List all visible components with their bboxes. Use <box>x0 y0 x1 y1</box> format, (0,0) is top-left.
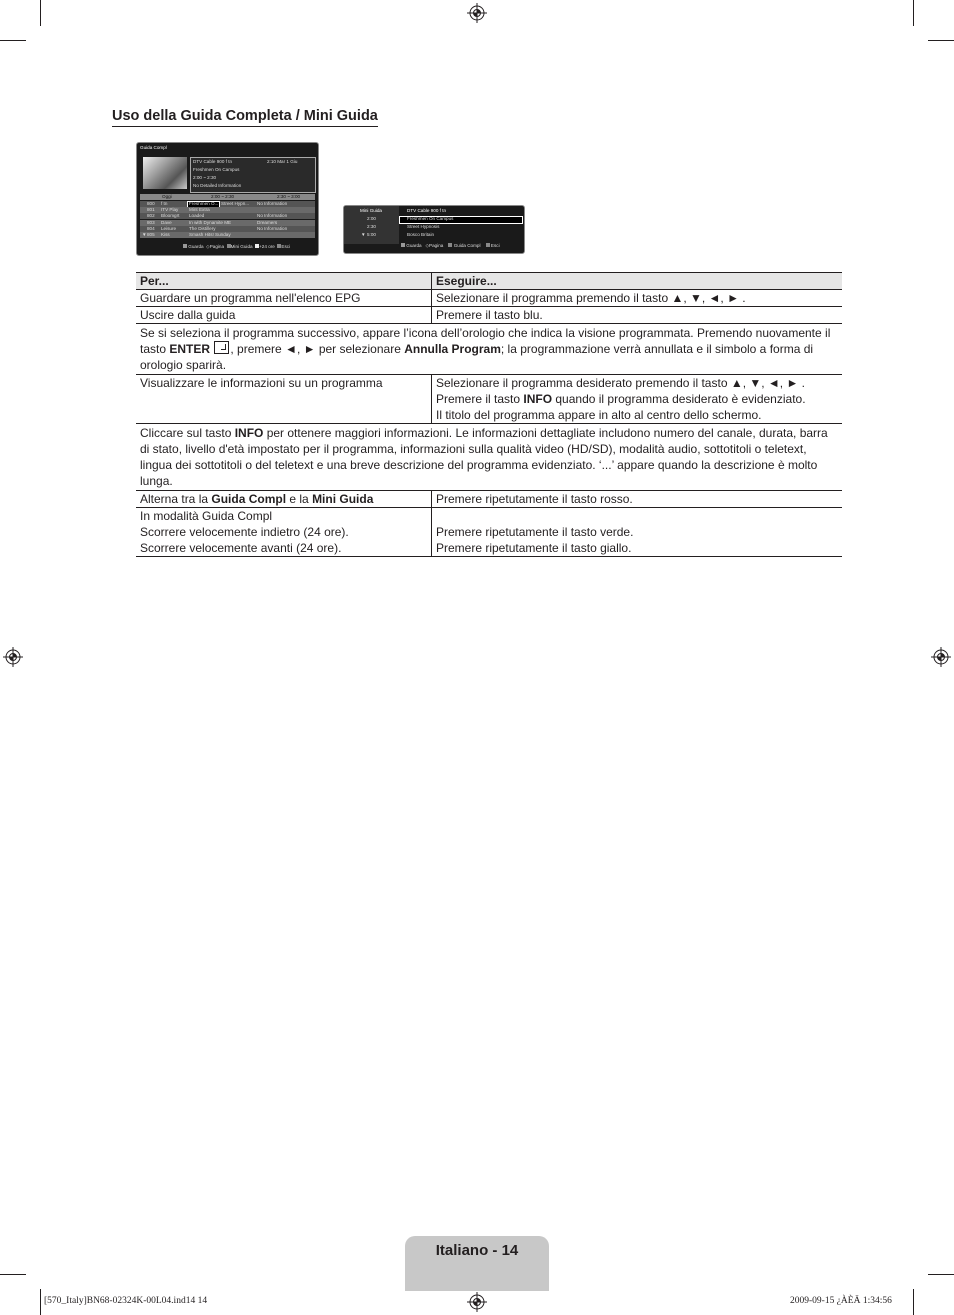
full-guide-screenshot <box>136 142 319 256</box>
enter-icon <box>214 341 229 354</box>
channel-name: Bloomgrt <box>161 213 180 219</box>
crop-mark <box>40 1289 41 1315</box>
page-label-tab <box>405 1236 549 1291</box>
crop-mark <box>0 1274 26 1275</box>
program-cell: Street Hypn... <box>221 201 250 206</box>
channel-number: 800 <box>147 201 155 206</box>
program-info: No Detailed Information <box>193 183 242 188</box>
table-row <box>136 508 842 557</box>
annulla-program-label: Annulla Program <box>404 342 501 356</box>
mini-guide-screenshot <box>343 205 525 254</box>
cell-eseguire <box>432 375 843 424</box>
exit-button-icon <box>486 243 490 247</box>
guida-compl-label: Guida Compl <box>211 492 287 506</box>
step-text: Premere ripetutamente il tasto giallo. <box>436 541 632 555</box>
program-cell: Smash Hits! Sunday <box>189 232 231 237</box>
cell-eseguire: Premere il tasto blu. <box>432 307 843 324</box>
cell-text: In modalità Guida Compl <box>140 509 273 523</box>
col-time-1: 2:00 ~ 2:30 <box>211 194 235 199</box>
cell-eseguire: Premere ripetutamente il tasto rosso. <box>432 491 843 508</box>
step-text: Premere ripetutamente il tasto verde. <box>436 525 634 539</box>
channel-number: 805 <box>147 232 155 237</box>
footer-timestamp: 2009-09-15 ¿ÀÈÄ 1:34:56 <box>790 1296 892 1306</box>
mini-down-arrow-icon: ▼ <box>361 232 366 237</box>
note-info <box>136 424 842 491</box>
preview-thumbnail <box>143 157 187 189</box>
table-row <box>136 290 842 307</box>
crop-mark <box>928 40 954 41</box>
program-title: Freshmen On Campus <box>193 167 240 172</box>
note-scheduled <box>136 324 842 375</box>
mini-program-0[interactable]: Freshmen On Campus <box>407 216 454 221</box>
channel-name: DTV Cable 900 f tn <box>193 159 233 164</box>
mini-footer-esci[interactable]: Esci <box>490 243 500 248</box>
footer-esci[interactable]: Esci <box>281 244 291 249</box>
mini-guide-title: Mini Guida <box>360 208 382 213</box>
info-label: INFO <box>234 426 264 440</box>
step-text: Il titolo del programma appare in alto al centro dello schermo. <box>436 408 762 422</box>
channel-number: 804 <box>147 225 155 231</box>
date-time: 2:10 Mar 1 Giu <box>267 159 298 164</box>
program-cell: In with Dynamite ME <box>189 219 232 225</box>
full-guide-footer <box>183 244 290 250</box>
crop-mark <box>928 1274 954 1275</box>
mini-program-2[interactable]: Bosco Britain <box>407 232 435 237</box>
enter-label: ENTER <box>169 342 211 356</box>
cell-per <box>136 491 432 508</box>
channel-name: Kiss <box>161 232 170 237</box>
cell-per: Uscire dalla guida <box>140 308 236 322</box>
cell-text: Scorrere velocemente avanti (24 ore). <box>140 541 342 555</box>
mini-program-1[interactable]: Street Hypnosis <box>407 224 440 229</box>
mini-time-1: 2:30 <box>367 224 376 229</box>
footer-pagina[interactable]: Pagina <box>209 244 225 249</box>
footer-guarda[interactable]: Guarda <box>188 244 204 249</box>
section-title: Uso della Guida Completa / Mini Guida <box>112 108 378 127</box>
channel-name: Dave <box>161 219 172 225</box>
cell-text: Scorrere velocemente indietro (24 ore). <box>140 525 349 539</box>
program-cell: Loaded <box>189 213 205 219</box>
table-note-row <box>136 424 842 491</box>
program-time: 2:00 ~ 2:30 <box>193 175 217 180</box>
instructions-table <box>136 272 842 557</box>
channel-number: 802 <box>147 213 155 219</box>
footer-mini-guida[interactable]: Mini Guida <box>230 244 253 249</box>
registration-mark-icon <box>931 647 951 667</box>
registration-mark-icon <box>467 3 487 23</box>
program-cell: No Information <box>257 213 288 219</box>
channel-name: ITV Play <box>161 207 179 213</box>
crop-mark <box>913 1289 914 1315</box>
header-per: Per... <box>136 273 432 290</box>
mini-footer-guida-compl[interactable]: Guida Compl <box>453 243 481 248</box>
col-today: Oggi <box>162 194 172 199</box>
program-cell: Freshmen O... <box>189 201 219 206</box>
program-cell: No Information <box>257 225 288 231</box>
full-guide-title: Guida Compl <box>140 145 167 150</box>
cell-per <box>136 508 432 557</box>
channel-name: f tn <box>161 201 168 206</box>
col-time-2: 2:30 ~ 3:00 <box>277 194 301 199</box>
crop-mark <box>40 0 41 26</box>
mini-time-2: 5:00 <box>367 232 376 237</box>
note-text: Cliccare sul tasto <box>140 426 235 440</box>
header-eseguire: Eseguire... <box>432 273 843 290</box>
table-note-row <box>136 324 842 375</box>
program-cell: No Information <box>257 201 288 206</box>
enter-icon <box>401 243 405 247</box>
cell-eseguire: Selezionare il programma premendo il tasto ▲, ▼, ◄, ► . <box>432 290 843 307</box>
channel-name: Leisure <box>161 225 177 231</box>
table-row <box>136 491 842 508</box>
cell-eseguire <box>432 508 843 557</box>
mini-footer-pagina[interactable]: Pagina <box>429 243 444 248</box>
mini-guida-label: Mini Guida <box>312 492 374 506</box>
program-cell: The Distillery <box>189 225 216 231</box>
note-text: per ottenere maggiori informazioni. Le informazioni dettagliate includono numero del canale, durata, barra di stato, livello d'età impostato per il programma, informazioni sulla qualità video (HD/SD), modalità audio, sottotitoli o teletext, lingua dei sottotitoli o del teletext e una breve descrizione del programma evidenziato. ‘...’ appare quando la descrizione è molto lunga. <box>140 426 828 488</box>
program-cell: Mint Extra <box>189 207 210 213</box>
note-text: Se si seleziona il programma successivo, appare l’icona dell’orologio che indica la visione programmata. Premendo nuovamente il tasto <box>140 326 831 356</box>
page-icon: ◇ <box>206 244 210 249</box>
crop-mark <box>913 0 914 26</box>
cell-per: Guardare un programma nell'elenco EPG <box>140 291 361 305</box>
mini-guide-channel: DTV Cable 900 f tn <box>407 208 447 213</box>
red-button-icon <box>448 243 452 247</box>
crop-mark <box>0 40 26 41</box>
footer-file-info: [570_Italy]BN68-02324K-00L04.ind14 14 <box>44 1296 208 1306</box>
program-cell: Dreamers <box>257 219 278 225</box>
page-label: Italiano - 14 <box>435 1242 519 1259</box>
cell-per: Visualizzare le informazioni su un programma <box>140 376 383 390</box>
step-text: Selezionare il programma desiderato premendo il tasto ▲, ▼, ◄, ► . <box>436 376 805 390</box>
page-icon: ◇ <box>425 243 429 248</box>
mini-guide-footer <box>401 243 500 249</box>
channel-number: 803 <box>147 219 155 225</box>
table-row <box>136 375 842 424</box>
channel-number: 801 <box>147 207 155 213</box>
scroll-down-icon: ▼ <box>142 232 147 237</box>
info-label: INFO <box>523 392 553 406</box>
step-text: quando il programma desiderato è evidenziato. <box>552 392 806 406</box>
cell-text: e la <box>286 492 313 506</box>
registration-mark-icon <box>467 1292 487 1312</box>
mini-footer-guarda[interactable]: Guarda <box>406 243 422 248</box>
table-row <box>136 307 842 324</box>
cell-text: Alterna tra la <box>140 492 212 506</box>
step-text: Premere il tasto <box>436 392 524 406</box>
mini-time-0: 2:00 <box>367 216 376 221</box>
note-text: , premere ◄, ► per selezionare <box>230 342 405 356</box>
footer-24-ore[interactable]: +24 ore <box>259 244 275 249</box>
enter-icon <box>183 244 187 248</box>
note-text: ; la programmazione verrà annullata e il simbolo a forma di orologio sparirà. <box>140 342 814 372</box>
registration-mark-icon <box>3 647 23 667</box>
table-header-row <box>136 273 842 290</box>
